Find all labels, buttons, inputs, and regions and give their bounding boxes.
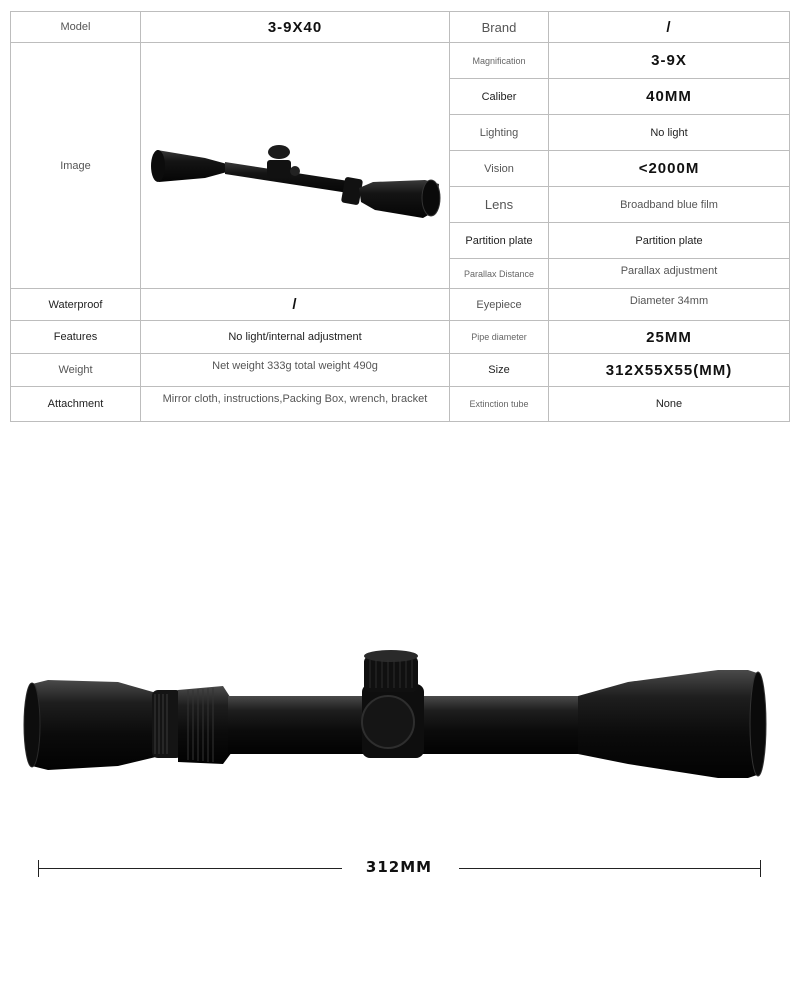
eyepiece-value: Diameter 34mm: [549, 289, 790, 321]
lighting-value: No light: [549, 115, 790, 151]
model-label: Model: [11, 12, 141, 43]
waterproof-value: /: [141, 289, 450, 321]
dimension-line-left: [38, 868, 342, 869]
scope-thumbnail-image: [145, 106, 445, 226]
dimension-label: 312MM: [365, 858, 433, 876]
weight-value: Net weight 333g total weight 490g: [141, 354, 450, 387]
size-label: Size: [450, 354, 549, 387]
eyepiece-label: Eyepiece: [450, 289, 549, 321]
features-value: No light/internal adjustment: [141, 321, 450, 354]
extinction-tube-label: Extinction tube: [450, 387, 549, 422]
brand-value: /: [549, 12, 790, 43]
waterproof-label: Waterproof: [11, 289, 141, 321]
features-label: Features: [11, 321, 141, 354]
parallax-value: Parallax adjustment: [549, 259, 790, 289]
pipe-diameter-label: Pipe diameter: [450, 321, 549, 354]
caliber-value: 40MM: [549, 79, 790, 115]
spec-table: [10, 11, 790, 422]
attachment-label: Attachment: [11, 387, 141, 422]
vision-label: Vision: [450, 151, 549, 187]
scope-product-image: [18, 640, 778, 800]
lighting-label: Lighting: [450, 115, 549, 151]
vision-value: <2000M: [549, 151, 790, 187]
magnification-label: Magnification: [450, 43, 549, 79]
brand-label: Brand: [450, 12, 549, 43]
lens-value: Broadband blue film: [549, 187, 790, 223]
product-image-cell: [141, 43, 450, 289]
size-value: 312X55X55(MM): [549, 354, 790, 387]
weight-label: Weight: [11, 354, 141, 387]
lens-label: Lens: [450, 187, 549, 223]
pipe-diameter-value: 25MM: [549, 321, 790, 354]
extinction-tube-value: None: [549, 387, 790, 422]
partition-value: Partition plate: [549, 223, 790, 259]
attachment-value: Mirror cloth, instructions,Packing Box, wrench, bracket: [141, 387, 450, 422]
partition-label: Partition plate: [450, 223, 549, 259]
dimension-right-tick: [760, 860, 761, 877]
caliber-label: Caliber: [450, 79, 549, 115]
dimension-line-right: [459, 868, 761, 869]
parallax-label: Parallax Distance: [450, 259, 549, 289]
model-value: 3-9X40: [141, 12, 450, 43]
image-label: Image: [11, 43, 141, 289]
magnification-value: 3-9X: [549, 43, 790, 79]
